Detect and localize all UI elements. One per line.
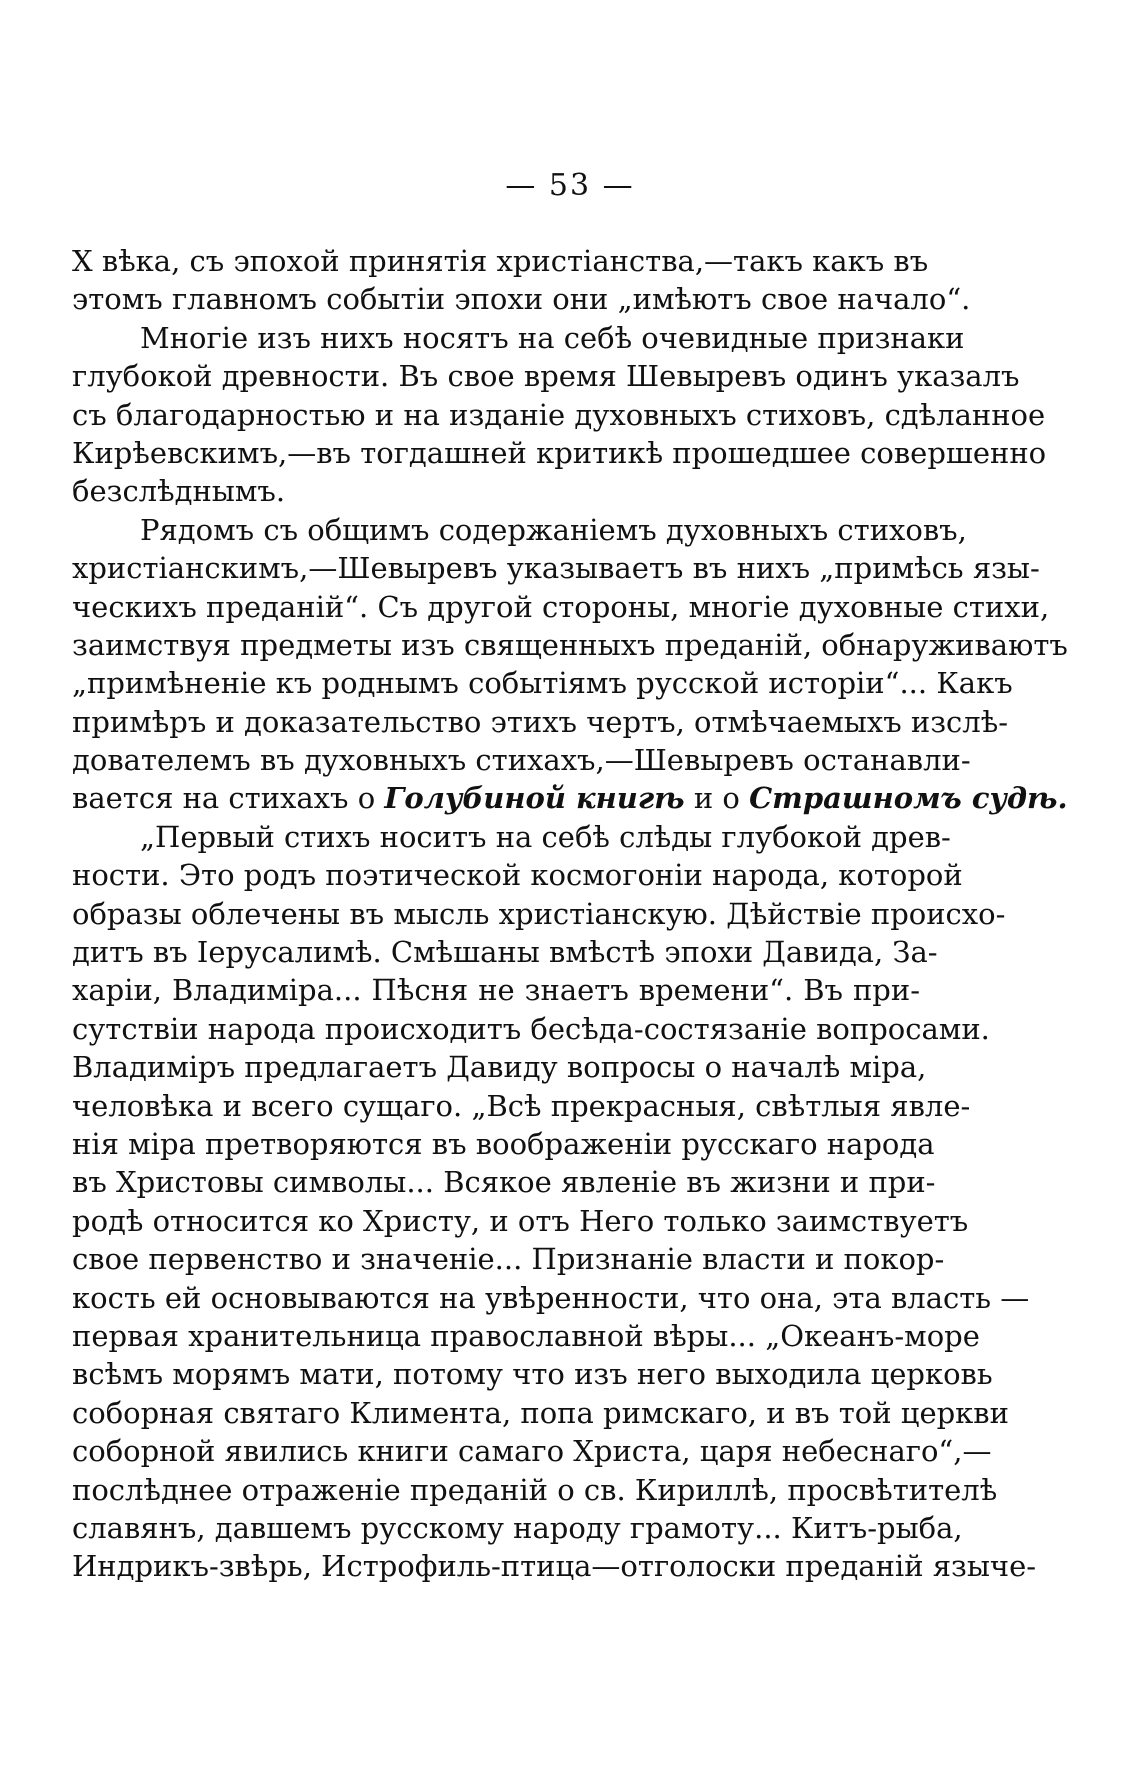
text-line: христіанскимъ,—Шевыревъ указываетъ въ нихъ „примѣсь язы- — [72, 551, 1040, 586]
text-line: Кирѣевскимъ,—въ тогдашней критикѣ прошедшее совершенно — [72, 435, 1047, 470]
text-line: Многіе изъ нихъ носятъ на себѣ очевидные признаки — [140, 320, 965, 355]
body-text — [72, 242, 1068, 1586]
text-line: Индрикъ-звѣрь, Истрофиль-птица—отголоски преданій языче- — [72, 1549, 1037, 1584]
text-line: X вѣка, съ эпохой принятія христіанства,—такъ какъ въ — [72, 244, 929, 278]
text-line: въ Христовы символы... Всякое явленіе въ жизни и при- — [72, 1165, 936, 1200]
text-line: нія міра претворяются въ воображеніи русскаго народа — [72, 1126, 935, 1161]
text-line: кость ей основываются на увѣренности, что она, эта власть — — [72, 1280, 1030, 1315]
text-line: Рядомъ съ общимъ содержаніемъ духовныхъ стиховъ, — [140, 512, 967, 547]
page-number: — 53 — — [505, 168, 635, 203]
text-line: „Первый стихъ носитъ на себѣ слѣды глубокой древ- — [140, 819, 951, 854]
text-line-mixed — [72, 779, 1068, 817]
text-line: свое первенство и значеніе... Признаніе власти и покор- — [72, 1242, 945, 1277]
text-line: глубокой древности. Въ свое время Шевыревъ одинъ указалъ — [72, 359, 1020, 394]
text-line: славянъ, давшемъ русскому народу грамоту... Китъ-рыба, — [72, 1510, 963, 1545]
text-line: ческихъ преданій“. Съ другой стороны, многіе духовные стихи, — [72, 589, 1050, 624]
text-segment: вается на стихахъ о — [72, 781, 376, 816]
text-line: безслѣднымъ. — [72, 474, 286, 509]
text-line: образы облечены въ мысль христіанскую. Дѣйствіе происхо- — [72, 896, 1006, 931]
text-line: соборной явились книги самаго Христа, царя небеснаго“,— — [72, 1434, 992, 1469]
text-line: соборная святаго Климента, попа римскаго, и въ той церкви — [72, 1395, 1009, 1430]
text-line: этомъ главномъ событіи эпохи они „имѣютъ свое начало“. — [72, 282, 971, 317]
text-line: всѣмъ морямъ мати, потому что изъ него выходила церковь — [72, 1357, 993, 1392]
text-line: ности. Это родъ поэтической космогоніи народа, которой — [72, 858, 963, 893]
text-line: съ благодарностью и на изданіе духовныхъ стиховъ, сдѣланное — [72, 397, 1046, 432]
text-line: сутствіи народа происходитъ бесѣда-состязаніе вопросами. — [72, 1011, 990, 1046]
text-line: человѣка и всего сущаго. „Всѣ прекрасныя, свѣтлыя явле- — [72, 1088, 971, 1123]
text-segment: и о — [693, 781, 740, 816]
text-line: послѣднее отраженіе преданій о св. Кириллѣ, просвѣтителѣ — [72, 1472, 998, 1507]
text-line: „примѣненіе къ роднымъ событіямъ русской исторіи“... Какъ — [72, 666, 1013, 701]
judgment-title-emphasis: Страшномъ судѣ. — [749, 781, 1068, 816]
text-line: примѣръ и доказательство этихъ чертъ, отмѣчаемыхъ изслѣ- — [72, 704, 1008, 739]
text-line: харіи, Владиміра... Пѣсня не знаетъ времени“. Въ при- — [72, 973, 920, 1008]
text-line: Владиміръ предлагаетъ Давиду вопросы о началѣ міра, — [72, 1050, 927, 1085]
text-line: дитъ въ Іерусалимѣ. Смѣшаны вмѣстѣ эпохи Давида, За- — [72, 935, 938, 970]
text-line: родѣ относится ко Христу, и отъ Него только заимствуетъ — [72, 1203, 969, 1238]
text-line: заимствуя предметы изъ священныхъ преданій, обнаруживаютъ — [72, 627, 1068, 662]
text-line: первая хранительница православной вѣры... „Океанъ-море — [72, 1318, 980, 1353]
text-line: дователемъ въ духовныхъ стихахъ,—Шевыревъ останавли- — [72, 743, 971, 778]
book-title-emphasis: Голубиной книгѣ — [384, 781, 685, 816]
